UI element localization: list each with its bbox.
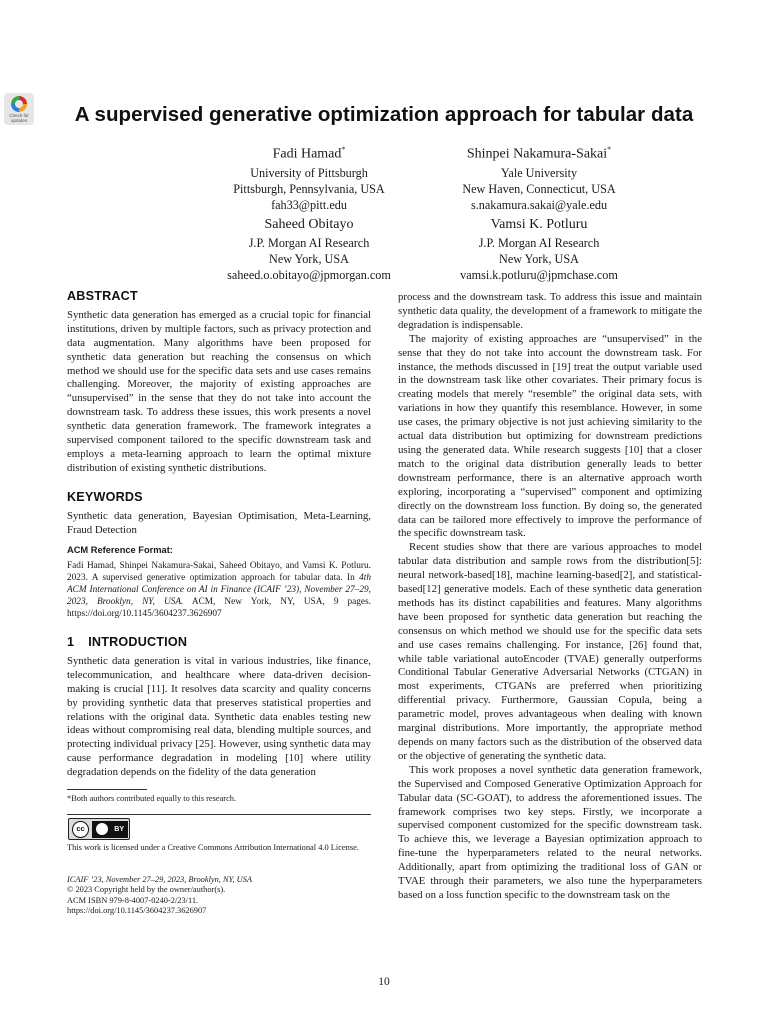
- creative-commons-by-logo[interactable]: [68, 818, 130, 840]
- author-location: New York, USA: [499, 252, 579, 266]
- author-affiliation: J.P. Morgan AI Research: [248, 236, 370, 250]
- badge-label: Check for updates: [9, 113, 29, 123]
- by-icon: BY: [92, 821, 128, 838]
- publication-info: [67, 875, 371, 917]
- page-number: 10: [378, 976, 390, 988]
- author-affiliation: Yale University: [500, 165, 578, 180]
- introduction-section: [67, 636, 371, 780]
- person-icon: [96, 823, 108, 835]
- author-email[interactable]: fah33@pitt.edu: [271, 197, 347, 212]
- cc-icon: cc: [72, 821, 89, 838]
- doi-link[interactable]: https://doi.org/10.1145/3604237.3626907: [67, 906, 207, 916]
- author-name: Fadi Hamad*: [272, 145, 346, 162]
- author-block-4: [389, 216, 689, 283]
- abstract-text: Synthetic data generation has emerged as a crucial topic for financial institutions, driven by multiple factors, such as privacy protection and data augmentation. Many algorithms have been proposed for synthetic data generation but reaching the consensus on which method we should use for the specific data sets and use cases remains challenging. Moreover, the majority of existing approaches are “unsupervised” in the sense that they do not take into account the downstream task. To address these issues, this work presents a novel synthetic data generation framework. The framework integrates a supervised component tailored to the specific downstream task and employs a meta-learning approach to learn the optimal mixture distribution of existing synthetic distributions.: [67, 308, 371, 474]
- abstract-heading: ABSTRACT: [67, 289, 138, 303]
- introduction-paragraph: Synthetic data generation is vital in various industries, like finance, telecommunication, and healthcare where data-driven decision-making is crucial [11]. It resolves data scarcity and quality concerns by providing synthetic data that preserves statistical properties and relations with the original data. Synthetic data enables testing new ideas without compromising real data, blending multiple sources, and protecting individual privacy [25]. However, using synthetic data may cause performance degradation in modeling [10] where utility degradation depends on the fidelity of the data generation: [67, 654, 371, 779]
- footnote: *Both authors contributed equally to this research.: [67, 794, 237, 803]
- keywords-section: [67, 491, 371, 538]
- author-email[interactable]: s.nakamura.sakai@yale.edu: [470, 197, 608, 212]
- left-column: [67, 290, 371, 476]
- author-location: Pittsburgh, Pennsylvania, USA: [233, 181, 385, 196]
- license-text: This work is licensed under a Creative Commons Attribution International 4.0 License.: [67, 843, 359, 852]
- author-location: New Haven, Connecticut, USA: [462, 181, 616, 196]
- keywords-text: Synthetic data generation, Bayesian Optimisation, Meta-Learning, Fraud Detection: [67, 509, 371, 536]
- introduction-heading: 1 INTRODUCTION: [67, 635, 188, 649]
- author-location: New York, USA: [269, 252, 349, 266]
- license-divider: [67, 814, 371, 815]
- author-name: Vamsi K. Potluru: [490, 217, 588, 232]
- paragraph: Recent studies show that there are various approaches to model tabular data distribution and sample rows from the distribution[5]: neural network-based[18], machine learning-based[2], and statistical-based[12] generative models. Each of these synthetic data generation methods has its distinct capabilities and features. Many algorithms have been proposed for synthetic data generation but reaching the consensus on which method we should use for the specific data sets and use cases remains challenging. For instance, [26] found that, while table variational autoEncoder (TVAE) generally outperforms Conditional Tabular Generative Adversarial Networks (CTGAN) in most experiments, CTGANs are preferred when prioritizing differential privacy. Furthermore, Gaussian Copula, being a parametric model, proves advantageous when dealing with known marginal distributions. More importantly, the appropriate method depends on many factors such as the distribution of the observed data or the objective of generating the synthetic data.: [398, 541, 702, 762]
- footnote-divider: [67, 789, 147, 790]
- paper-title: A supervised generative optimization approach for tabular data: [74, 103, 694, 126]
- conference-info: ICAIF ’23, November 27–29, 2023, Brooklyn, NY, USA: [67, 875, 253, 884]
- author-name: Saheed Obitayo: [264, 217, 354, 232]
- author-email[interactable]: saheed.o.obitayo@jpmorgan.com: [227, 268, 391, 282]
- isbn-line: ACM ISBN 979-8-4007-0240-2/23/11.: [67, 895, 199, 905]
- reference-format-text: Fadi Hamad, Shinpei Nakamura-Sakai, Saheed Obitayo, and Vamsi K. Potluru. 2023. A supervised generative optimization approach for tabular data. In 4th ACM International Conference on AI in Finance (ICAIF ’23), November 27–29, 2023, Brooklyn, NY, USA. ACM, New York, NY, USA, 9 pages. https://doi.org/10.1145/3604237.3626907: [67, 560, 372, 620]
- author-affiliation: University of Pittsburgh: [250, 165, 368, 180]
- author-name: Shinpei Nakamura-Sakai*: [466, 145, 612, 162]
- copyright-line: © 2023 Copyright held by the owner/author(s).: [67, 885, 226, 895]
- right-column: [398, 291, 702, 903]
- reference-format: [67, 544, 371, 620]
- author-email[interactable]: vamsi.k.potluru@jpmchase.com: [460, 268, 618, 282]
- paragraph: process and the downstream task. To address this issue and maintain synthetic data quality, the development of a framework to mitigate the degradation is indispensable.: [398, 291, 702, 331]
- keywords-heading: KEYWORDS: [67, 490, 143, 504]
- author-block-2: [389, 141, 689, 213]
- author-affiliation: J.P. Morgan AI Research: [478, 236, 600, 250]
- reference-format-heading: ACM Reference Format:: [67, 545, 173, 555]
- paragraph: The majority of existing approaches are “unsupervised” in the sense that they do not take into account the downstream task. For instance, the methods discussed in [19] treat the output variable used in the downstream task like other covariates. Their primary focus is creating models that merely “resemble” the original data sets, with variations in how they quantify this resemblance. However, in some use cases, the primary objective is not just achieving similarity to the actual data distribution but optimizing for downstream predictions using the generated data. While research suggests [10] that a closer match to the original data distribution generally leads to better downstream performance, there is an alternative approach worth exploring, incorporating a “supervised” component and optimizing directly on the downstream loss function. By doing so, the generated data can be tailored more effectively to improve the performance of the specific downstream task.: [398, 332, 702, 540]
- paragraph: This work proposes a novel synthetic data generation framework, the Supervised and Composed Generative Optimization Approach for Tabular data (SC-GOAT), to address the aforementioned issues. The framework comprises two key steps. Firstly, we incorporate a supervised component customized for the specific downstream task. To achieve this, we leverage a Bayesian optimization approach to fine-tune the hyperparameters related to the neural networks. Additionally, apart from optimizing the traditional loss of GAN or TVAE through their parameters, we also tune the hyperparameters based on a loss function specific to the downstream task on the: [398, 763, 702, 901]
